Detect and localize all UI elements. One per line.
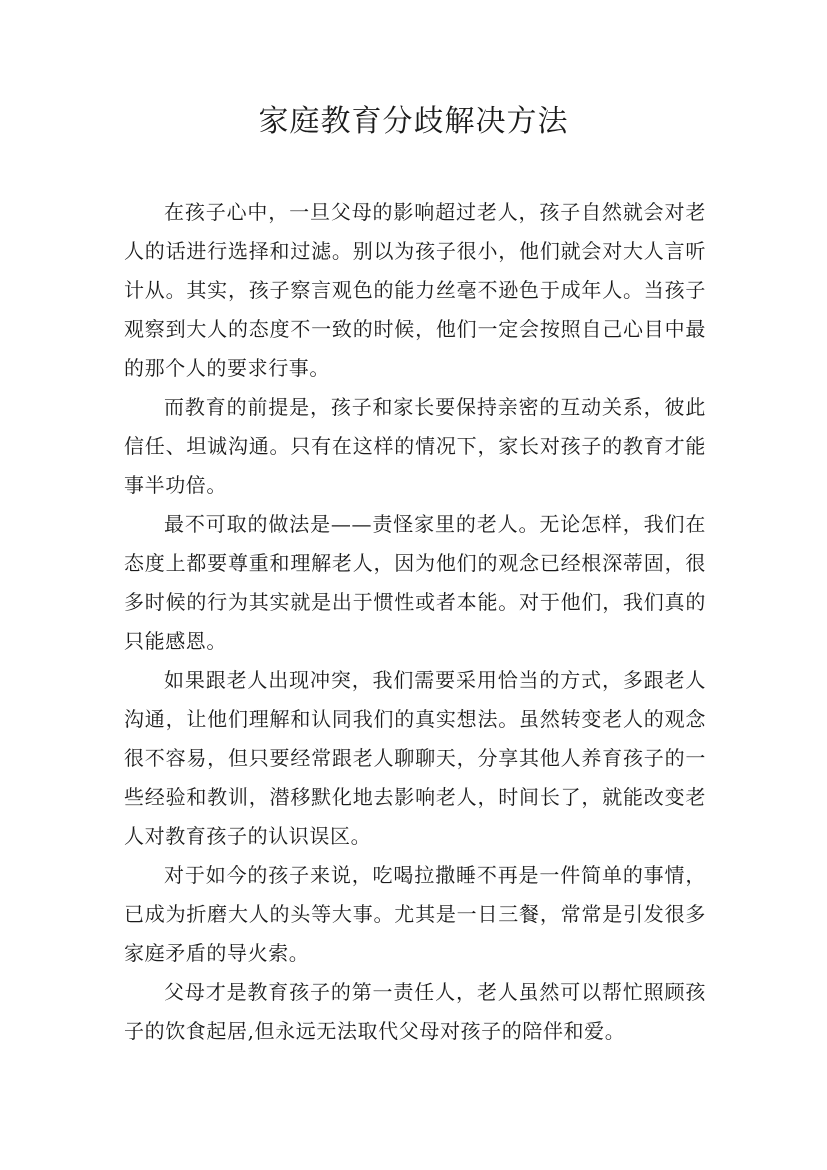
paragraph: 在孩子心中，一旦父母的影响超过老人，孩子自然就会对老人的话进行选择和过滤。别以为孩子很小，他们就会对大人言听计从。其实，孩子察言观色的能力丝毫不逊色于成年人。当孩子观察到大人的态度不一致的时候，他们一定会按照自己心目中最的那个人的要求行事。: [124, 200, 706, 380]
document-title: 家庭教育分歧解决方法: [258, 104, 569, 139]
document-body: [124, 193, 706, 1051]
paragraph: 最不可取的做法是——责怪家里的老人。无论怎样，我们在态度上都要尊重和理解老人，因为他们的观念已经根深蒂固，很多时候的行为其实就是出于惯性或者本能。对于他们，我们真的只能感恩。: [124, 512, 706, 653]
paragraph: 父母才是教育孩子的第一责任人，老人虽然可以帮忙照顾孩子的饮食起居,但永远无法取代父母对孩子的陪伴和爱。: [124, 980, 706, 1043]
paragraph: 如果跟老人出现冲突，我们需要采用恰当的方式，多跟老人沟通，让他们理解和认同我们的真实想法。虽然转变老人的观念很不容易，但只要经常跟老人聊聊天，分享其他人养育孩子的一些经验和教训，潜移默化地去影响老人，时间长了，就能改变老人对教育孩子的认识误区。: [124, 668, 706, 848]
paragraph: 对于如今的孩子来说，吃喝拉撒睡不再是一件简单的事情，已成为折磨大人的头等大事。尤其是一日三餐，常常是引发很多家庭矛盾的导火索。: [124, 863, 706, 965]
paragraph: 而教育的前提是，孩子和家长要保持亲密的互动关系，彼此信任、坦诚沟通。只有在这样的情况下，家长对孩子的教育才能事半功倍。: [124, 395, 706, 497]
